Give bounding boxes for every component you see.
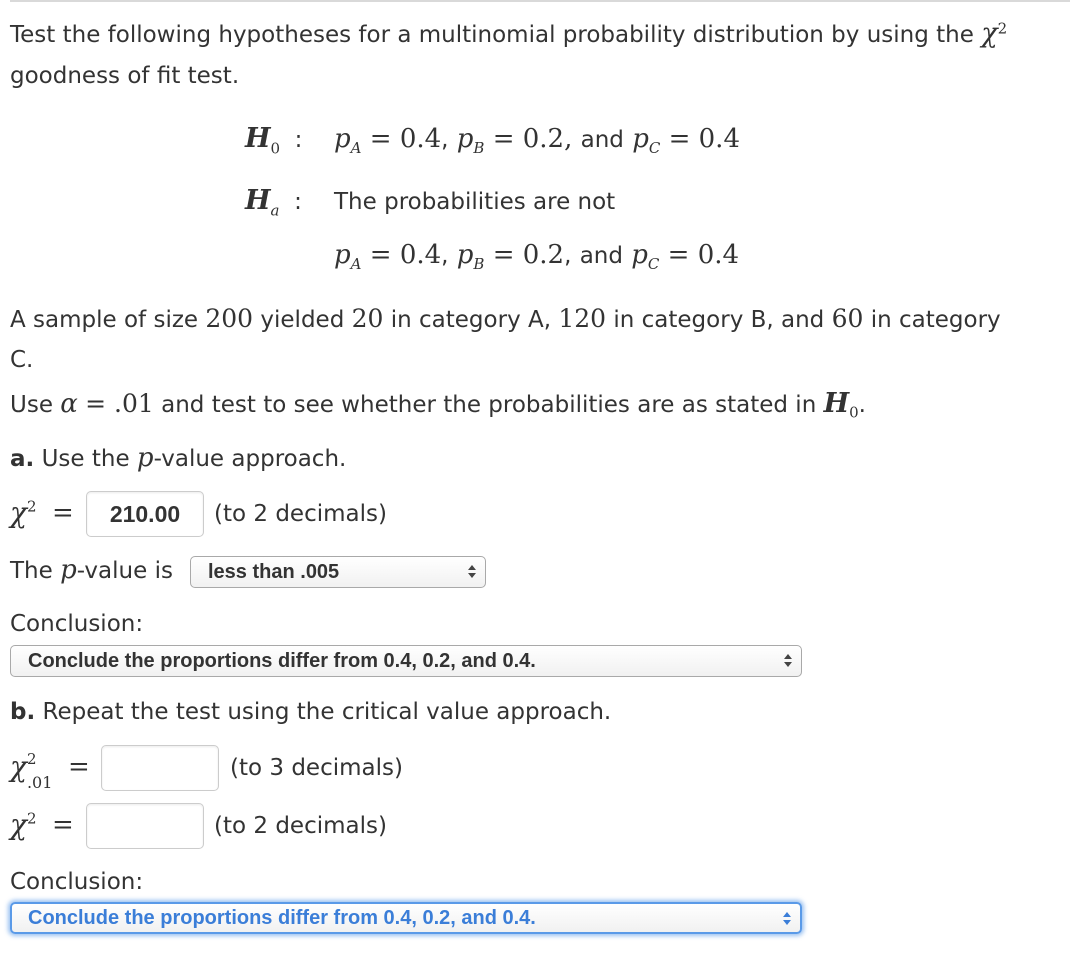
top-divider — [10, 0, 1070, 2]
select-arrows-icon — [468, 563, 476, 581]
pvalue-text: The — [10, 558, 53, 584]
chi-square-value-b — [87, 804, 203, 848]
h0-symbol: H — [823, 388, 850, 419]
ha-colon: : — [294, 189, 302, 215]
alpha-symbol: α — [60, 389, 78, 419]
chi-symbol: χ — [10, 808, 27, 841]
p-symbol: p — [60, 555, 77, 585]
ha-row — [245, 184, 302, 218]
h0-sub: 0 — [270, 139, 281, 158]
chi-superscript: 2 — [997, 19, 1008, 38]
p-symbol: p — [456, 124, 474, 154]
conclusion-select-a[interactable] — [10, 645, 802, 677]
part-a-heading — [10, 443, 346, 474]
chi-symbol: χ — [981, 18, 998, 49]
count-b: 120 — [558, 304, 607, 333]
ha-sub: a — [270, 201, 280, 220]
chi-symbol: χ — [10, 750, 27, 783]
equals-sign: = — [68, 752, 90, 782]
category-c-label: C. — [10, 347, 34, 373]
comma: , — [441, 243, 449, 269]
chi-crit-label — [10, 750, 59, 792]
conclusion-select-b[interactable] — [10, 902, 802, 934]
chi-superscript: 2 — [26, 809, 37, 828]
chi-square-input-b[interactable] — [86, 803, 204, 849]
chi-hint-a: (to 2 decimals) — [214, 501, 387, 527]
ha-statement — [334, 238, 739, 272]
sample-line — [10, 304, 1001, 335]
ha-symbol: H — [245, 185, 271, 216]
part-b-title: Repeat the test using the critical value approach. — [42, 699, 612, 725]
chi-critical-input[interactable] — [101, 745, 219, 791]
p-symbol: p — [632, 124, 649, 154]
part-a-title: Use the — [41, 446, 130, 472]
h0-symbol: H — [245, 123, 271, 154]
period: . — [858, 392, 866, 418]
chi-symbol: χ — [10, 496, 27, 529]
eq-value-c: = 0.4 — [667, 240, 740, 270]
part-a-label: a. — [10, 446, 35, 472]
alpha-line — [10, 389, 866, 420]
sample-text: in category A, — [390, 307, 552, 333]
and-word: and — [579, 243, 623, 269]
chi-superscript: 2 — [26, 750, 37, 768]
p-symbol: p — [334, 240, 351, 270]
p-sub-b: B — [473, 255, 485, 274]
p-sub-b: B — [473, 139, 485, 158]
chi-superscript: 2 — [26, 497, 37, 516]
count-c: 60 — [831, 304, 864, 333]
h0-row — [245, 122, 302, 156]
chi-crit-subscript: .01 — [26, 773, 53, 792]
use-word: Use — [10, 392, 53, 418]
part-a-title: -value approach. — [153, 446, 347, 472]
p-symbol: p — [136, 443, 154, 473]
h0-colon: : — [294, 127, 303, 153]
pvalue-text: -value is — [76, 558, 173, 584]
chi-sq-label-a — [10, 496, 37, 530]
conclusion-label-a: Conclusion: — [10, 611, 144, 637]
chi-square-input-a[interactable] — [86, 491, 204, 537]
test-text: and test to see whether the probabilities are as stated in — [161, 392, 817, 418]
h0-sub: 0 — [849, 403, 859, 422]
and-word: and — [580, 127, 624, 153]
ha-text: The probabilities are not — [334, 189, 616, 215]
count-a: 20 — [351, 304, 384, 333]
sample-text: yielded — [260, 307, 345, 333]
intro-line-1 — [10, 19, 1007, 50]
select-arrows-icon — [784, 652, 792, 670]
equals-sign: = — [52, 810, 74, 840]
chi-hint-b: (to 2 decimals) — [214, 813, 387, 839]
equals-sign: = — [52, 498, 74, 528]
comma: , — [441, 127, 449, 153]
chi-critical-value — [102, 746, 218, 790]
eq-value-c: = 0.4 — [668, 124, 740, 154]
part-b-label: b. — [10, 699, 36, 725]
alpha-value: = .01 — [85, 389, 154, 418]
eq-value-a: = 0.4 — [369, 124, 442, 154]
p-sub-a: A — [350, 255, 362, 274]
crit-hint: (to 3 decimals) — [230, 755, 403, 781]
sample-text: A sample of size — [10, 307, 199, 333]
h0-statement — [334, 122, 740, 156]
comma: , — [564, 243, 572, 269]
sample-size: 200 — [205, 304, 254, 333]
sample-text: in category B, and — [613, 307, 825, 333]
pvalue-label — [10, 555, 173, 586]
p-symbol: p — [456, 240, 474, 270]
intro-line-2: goodness of fit test. — [10, 63, 240, 89]
conclusion-selected-a: Conclude the proportions differ from 0.4, 0.2, and 0.4. — [28, 650, 536, 672]
p-sub-c: C — [647, 255, 660, 274]
select-arrows-icon — [783, 910, 791, 928]
conclusion-selected-b: Conclude the proportions differ from 0.4, 0.2, and 0.4. — [28, 907, 536, 929]
eq-value-b: = 0.2, — [492, 124, 573, 154]
p-sub-a: A — [350, 139, 362, 158]
conclusion-label-b: Conclusion: — [10, 869, 144, 895]
chi-square-value-a: 210.00 — [109, 501, 181, 527]
chi-sq-label-b — [10, 808, 37, 842]
intro-text: Test the following hypotheses for a multinomial probability distribution by using the — [10, 22, 974, 48]
pvalue-selected: less than .005 — [208, 561, 340, 583]
p-symbol: p — [631, 240, 648, 270]
p-sub-c: C — [648, 139, 661, 158]
eq-value-b: = 0.2 — [492, 240, 565, 270]
eq-value-a: = 0.4 — [369, 240, 442, 270]
part-b-heading — [10, 697, 611, 727]
p-symbol: p — [334, 124, 351, 154]
sample-text: in category — [870, 307, 1001, 333]
pvalue-select[interactable] — [190, 556, 486, 588]
